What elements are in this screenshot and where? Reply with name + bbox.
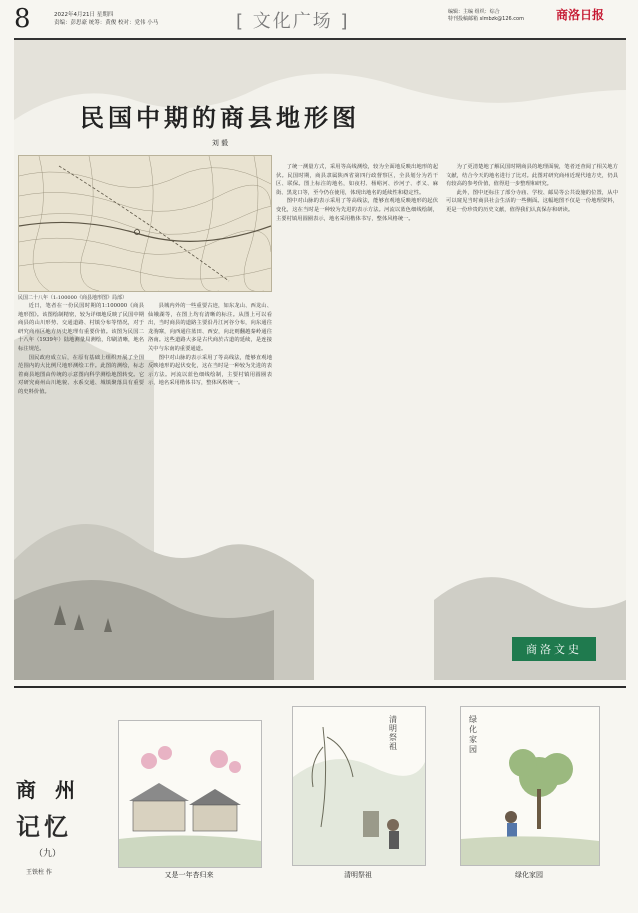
series-place: 商 州 <box>16 778 81 802</box>
header-right-line2: 特刊投稿邮箱 slmbzk@126.com <box>448 16 524 22</box>
date-line: 2022年4月21日 星期四 <box>54 12 114 18</box>
article-author: 刘 毅 <box>211 139 229 147</box>
page-number: 8 <box>14 4 31 34</box>
map-caption: 民国二十八年（1:100000《商县地形图》局部） <box>18 295 127 301</box>
newspaper-brand-logo: 商洛日报 <box>556 8 605 22</box>
section-divider <box>14 686 626 688</box>
article-paragraph: 近日，笔者在一份民国时期的1:100000《商县地形图》。该图绘制精密，较为详细地反映了民国中期商县的山川形势、交通道路、村镇分布等情况，对于研究商州区地方历史地理有重要价值。该图为民国二十八年（1939年）陆地测量局测绘，印刷清晰，地名标注规范。 <box>18 303 144 352</box>
painting-2-caption: 清明祭祖 <box>344 871 372 879</box>
series-title-block <box>16 774 106 874</box>
painting-1 <box>118 720 262 868</box>
painting-2 <box>292 706 426 866</box>
column-logo-text: 商洛文史 <box>526 643 582 656</box>
header-meta <box>54 11 158 27</box>
article-column-right <box>446 163 618 633</box>
article-column-left <box>18 302 144 632</box>
page-header <box>0 0 638 40</box>
article-column-middle-right <box>276 163 438 683</box>
article-paragraph: 此外，图中还标注了部分寺庙、学校、邮局等公共设施的位置，从中可以窥见当时商县社会生活的一些侧面。这幅地图不仅是一份地理资料，更是一份珍贵的历史文献，值得我们认真保存和研读。 <box>446 189 618 213</box>
article-paragraph: 了统一测量方式，采用等高线测绘，较为全面地反映出地形的起伏。民国时期，商县隶属陕西省第四行政督察区，全县划分为若干区、联保。图上标注的地名，如夜村、杨峪河、沙河子、孝义、麻街、黑龙口等，至今仍在使用，体现出地名的延续性和稳定性。 <box>276 164 438 196</box>
painting-3-inscription: 绿化家园 <box>469 715 477 754</box>
series-number: （九） <box>34 849 62 859</box>
series-title: 记忆 <box>16 813 72 841</box>
article-paragraph: 图中对山脉的表示采用了等高线法，能够直观地反映地形的起伏变化，这在当时是一种较为先进的表示方法。河流以蓝色细线绘制，主要村镇用圆圈表示，地名采用楷体书写，整体风格统一。 <box>148 354 272 387</box>
section-title: [ 文化广场 ] <box>236 11 350 32</box>
article-column-middle-left <box>148 302 272 682</box>
header-right-line1: 编辑：主编 组织：综合 <box>448 9 500 15</box>
painting-3-caption: 绿化家园 <box>515 871 543 879</box>
article-paragraph: 国民政府成立后，在原有基础上组织开展了全国范围内的大比例尺地形测绘工作。此图的测绘，标志着商县地图由传统的示意图向科学测绘地图转变。它对研究商州山川地貌、水系交通、城镇聚落具有重要的史料价值。 <box>18 354 144 395</box>
painting-3 <box>460 706 600 866</box>
article-paragraph: 为了更清楚地了解民国时期商县的地理面貌，笔者还查阅了相关地方文献，结合今天的地名进行了比对。此图对研究商州近现代地方史，仍具有较高的参考价值，值得进一步整理和研究。 <box>446 164 618 188</box>
painting-1-caption: 又是一年杏归来 <box>164 871 214 879</box>
painting-2-inscription: 清明祭祖 <box>389 715 397 751</box>
editor-line: 责编：彭思豪 统筹：黄俊 校对：党伟 小马 <box>54 20 159 26</box>
article-title: 民国中期的商县地形图 <box>80 104 360 132</box>
map-image <box>18 155 272 292</box>
column-logo-badge <box>512 637 596 661</box>
series-author: 王铁柱 作 <box>26 869 52 876</box>
article-paragraph: 图中对山脉的表示采用了等高线法，能够直观地反映地形的起伏变化，这在当时是一种较为先进的表示方法。河流以蓝色细线绘制，主要村镇用圆圈表示，地名采用楷体书写，整体风格统一。 <box>276 198 438 222</box>
header-right <box>448 9 524 23</box>
article-paragraph: 县城内外的一些重要古迹，如东龙山、西龙山、仙娥湖等，在图上均有清晰的标注。从图上可以看出，当时商县的道路主要沿丹江河谷分布，向东通往龙驹寨，向西通往蓝田、西安，向北则翻越秦岭通往洛南。这些道路大多是古代商於古道的延续，是连接关中与东南的重要通道。 <box>148 303 272 352</box>
